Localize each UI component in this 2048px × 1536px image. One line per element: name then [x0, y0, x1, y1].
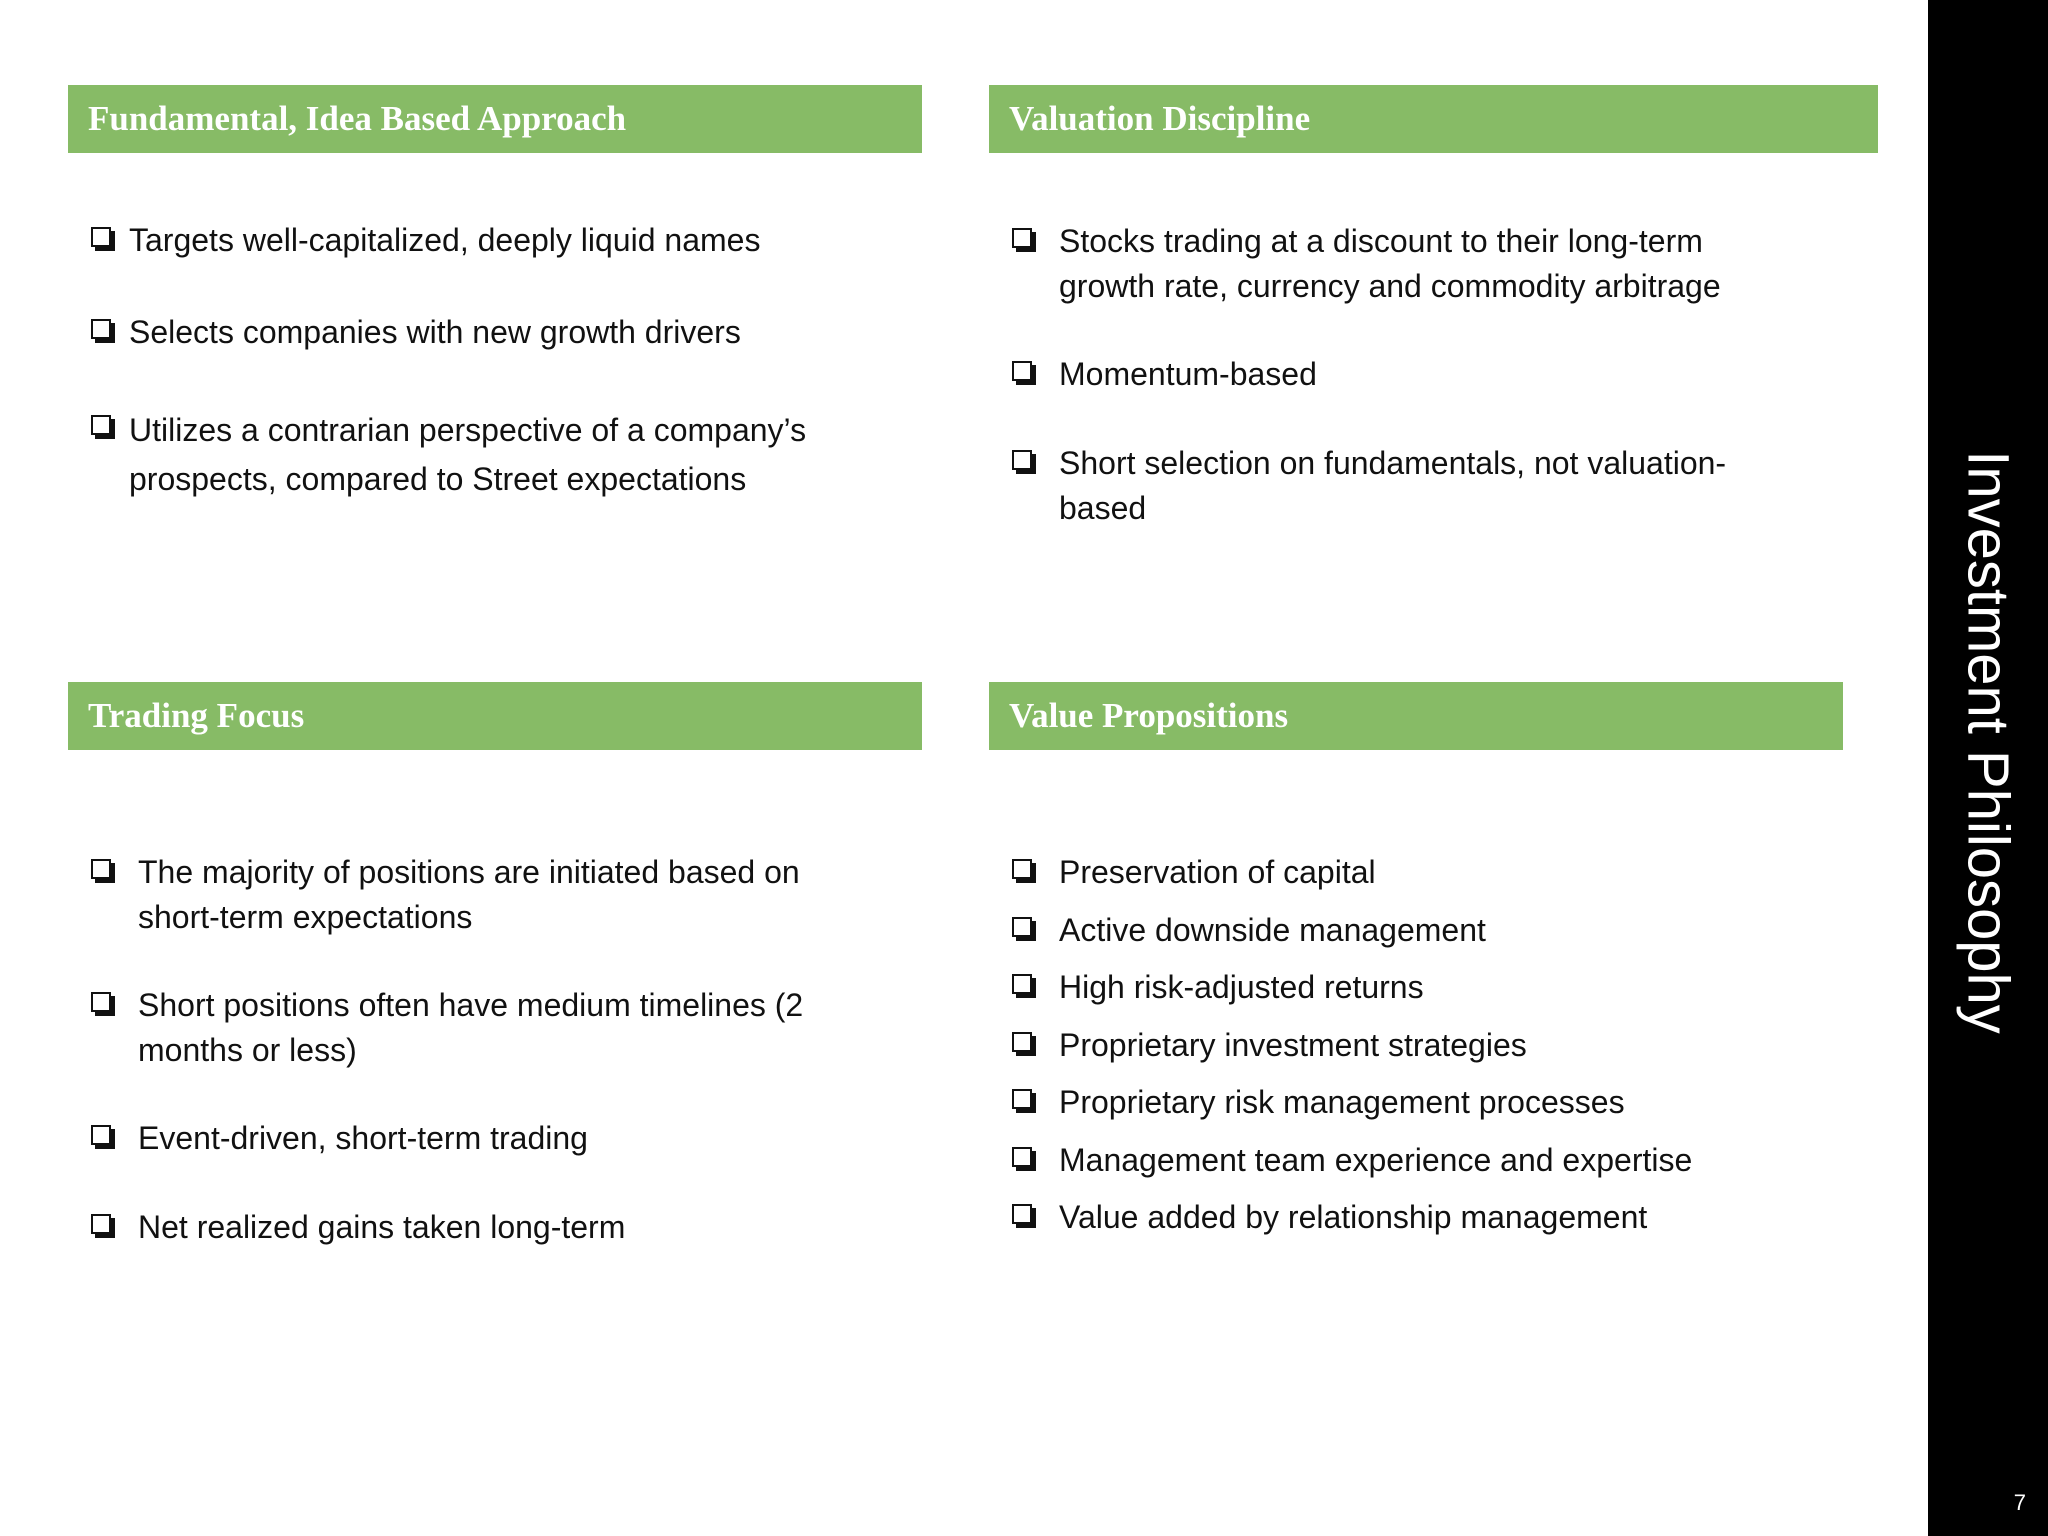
checkbox-icon: [1012, 228, 1032, 248]
list-item: Event-driven, short-term trading: [91, 1116, 588, 1161]
list-item: Short selection on fundamentals, not valuation- based: [1012, 441, 1726, 531]
list-item: Net realized gains taken long-term: [91, 1205, 625, 1250]
list-item: Targets well-capitalized, deeply liquid names: [91, 218, 760, 263]
list-item: Utilizes a contrarian perspective of a company’s prospects, compared to Street expectations: [91, 406, 806, 504]
list-item: Management team experience and expertise: [1012, 1138, 1692, 1183]
side-title: Investment Philosophy: [1955, 450, 2021, 1034]
section-title-valuation: Valuation Discipline: [1009, 99, 1311, 138]
list-item: High risk-adjusted returns: [1012, 965, 1424, 1010]
checkbox-icon: [1012, 859, 1032, 879]
list-item: Value added by relationship management: [1012, 1195, 1647, 1240]
section-title-trading: Trading Focus: [88, 696, 305, 735]
checkbox-icon: [1012, 917, 1032, 937]
section-header-trading: [68, 682, 922, 750]
page-number: 7: [2013, 1490, 2026, 1515]
section-title-value: Value Propositions: [1009, 696, 1289, 735]
checkbox-icon: [1012, 1204, 1032, 1224]
checkbox-icon: [91, 992, 111, 1012]
section-header-valuation: [989, 85, 1878, 153]
checkbox-icon: [91, 319, 111, 339]
checkbox-icon: [91, 1214, 111, 1234]
checkbox-icon: [1012, 1032, 1032, 1052]
list-item: Momentum-based: [1012, 352, 1317, 397]
checkbox-icon: [1012, 974, 1032, 994]
checkbox-icon: [91, 415, 111, 435]
list-item: Short positions often have medium timelines (2 months or less): [91, 983, 803, 1073]
checkbox-icon: [91, 1125, 111, 1145]
checkbox-icon: [1012, 450, 1032, 470]
checkbox-icon: [1012, 1147, 1032, 1167]
list-item: Stocks trading at a discount to their long-term growth rate, currency and commodity arbitrage: [1012, 219, 1721, 309]
section-title-fundamental: Fundamental, Idea Based Approach: [88, 99, 627, 138]
checkbox-icon: [91, 859, 111, 879]
section-header-value: [989, 682, 1843, 750]
list-item: Proprietary risk management processes: [1012, 1080, 1625, 1125]
checkbox-icon: [91, 227, 111, 247]
list-item: Preservation of capital: [1012, 850, 1376, 895]
list-item: Selects companies with new growth drivers: [91, 310, 741, 355]
list-item: The majority of positions are initiated based on short-term expectations: [91, 850, 800, 940]
list-item: Proprietary investment strategies: [1012, 1023, 1527, 1068]
section-header-fundamental: [68, 85, 922, 153]
list-item: Active downside management: [1012, 908, 1486, 953]
checkbox-icon: [1012, 1089, 1032, 1109]
checkbox-icon: [1012, 361, 1032, 381]
